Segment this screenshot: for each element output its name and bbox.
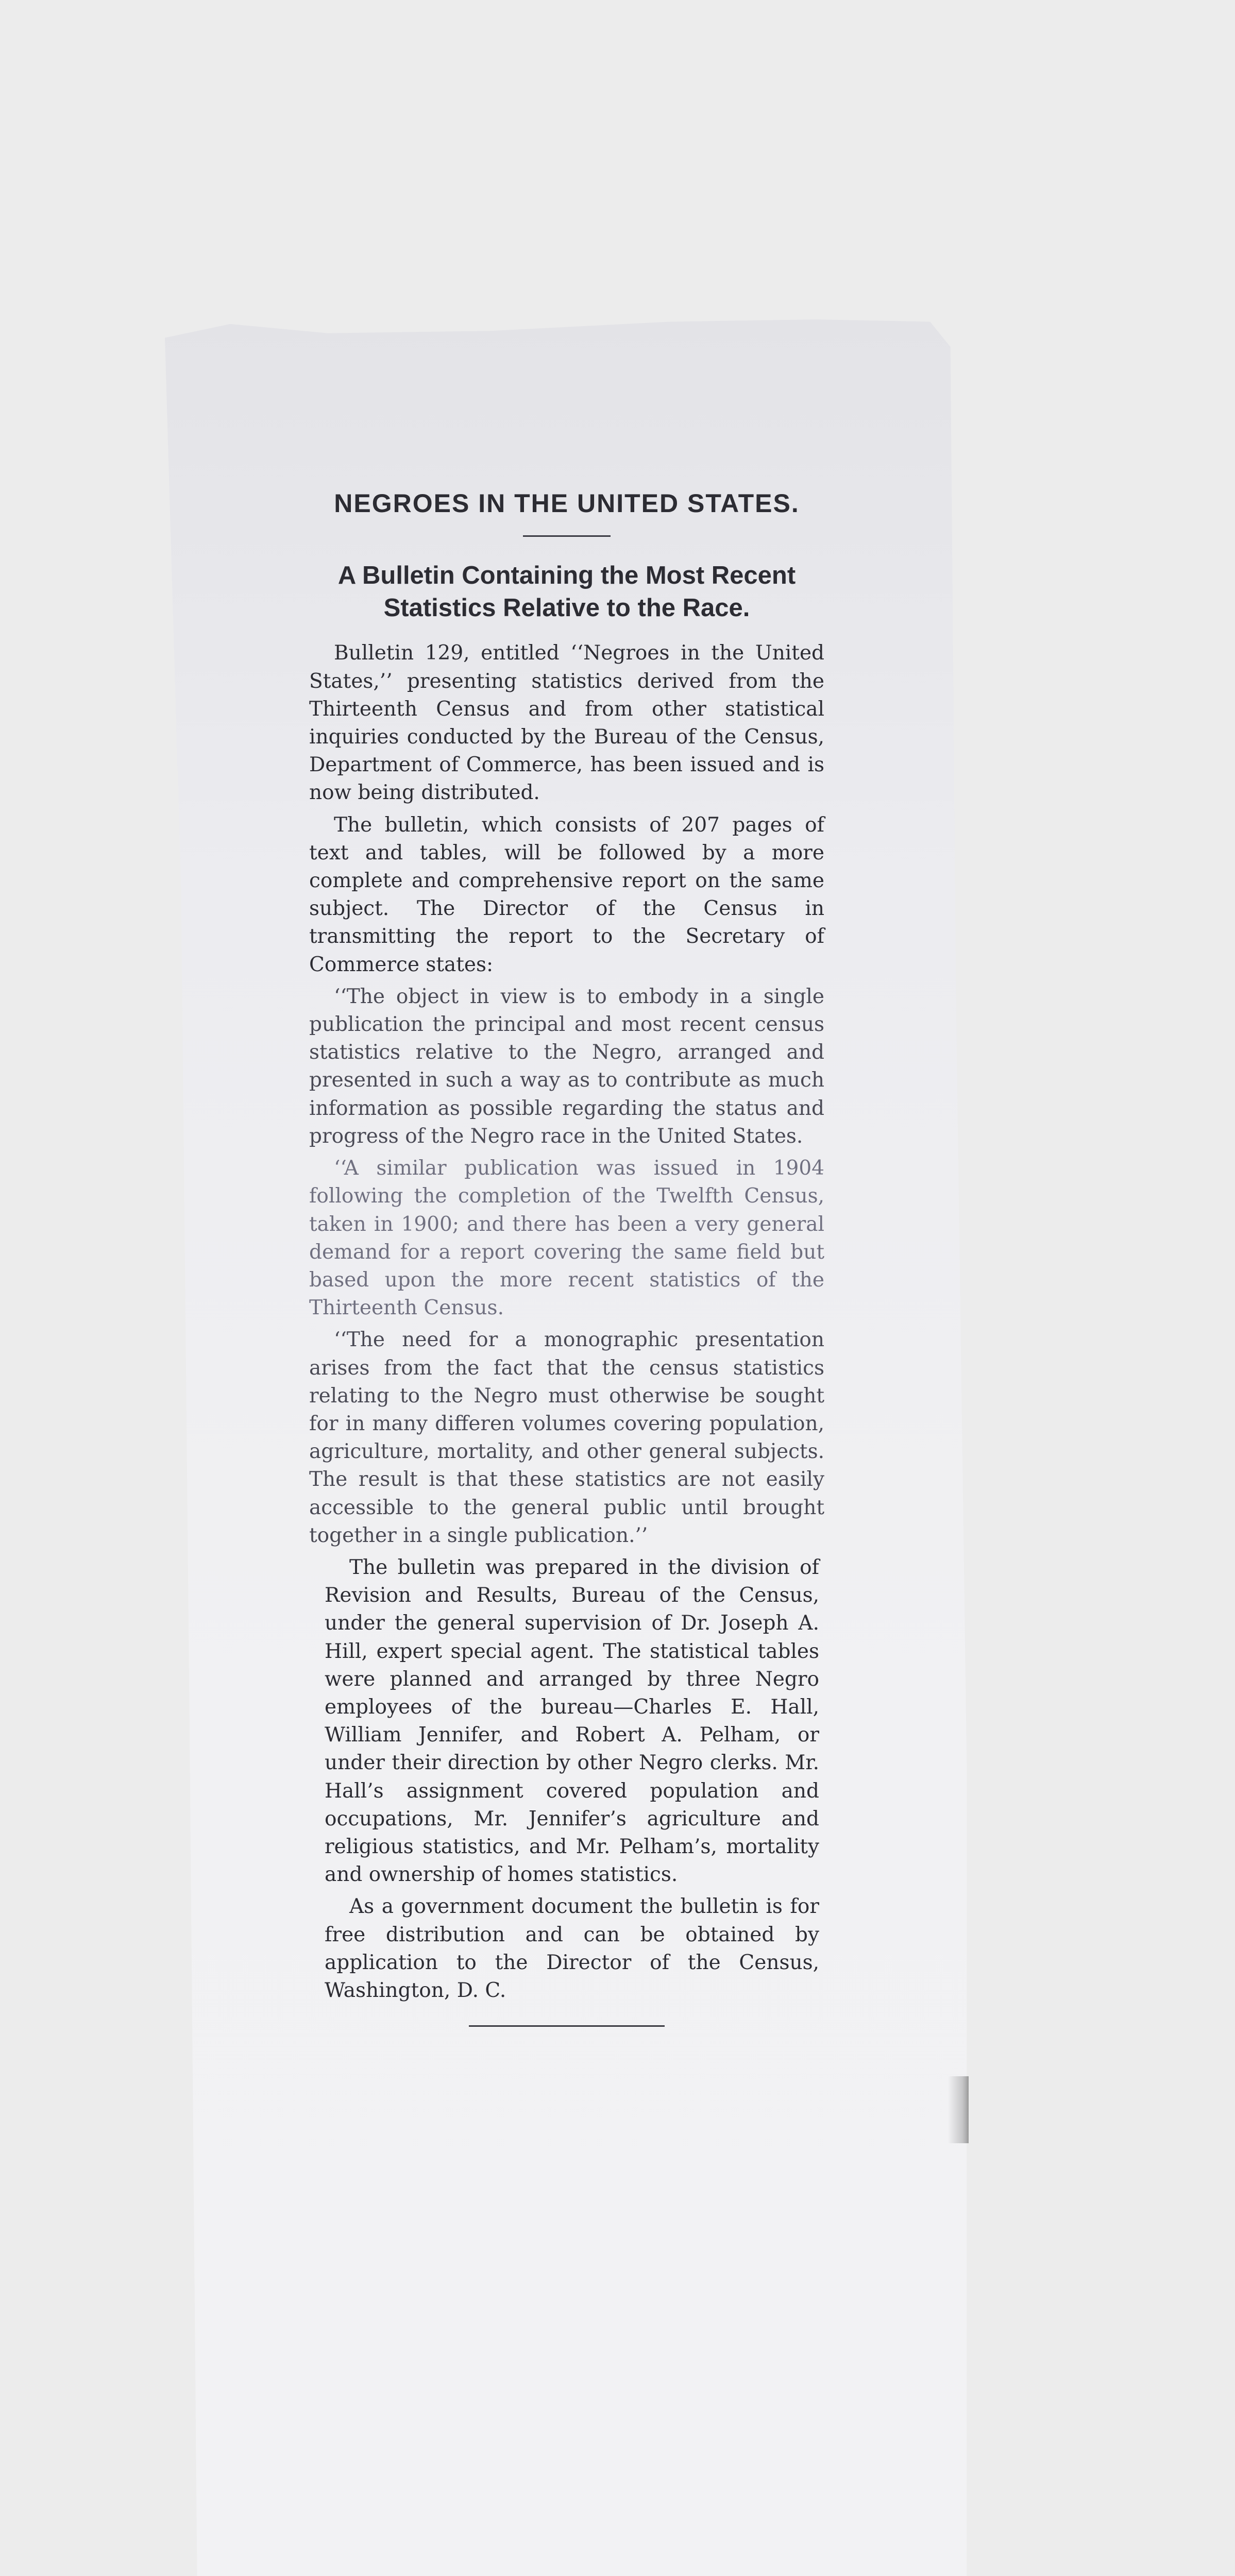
paragraph-4: ‘‘A similar publication was issued in 1904 following the completion of the Twelfth Census, taken in 1900; and there has been a very general demand for a report covering the same field but based upon the more recent statistics of the Thirteenth Census. — [309, 1157, 824, 1320]
article-subtitle: A Bulletin Containing the Most Recent Statistics Relative to the Race. — [337, 562, 796, 622]
paragraph-5: ‘‘The need for a monographic presentation arises from the fact that the census statistics relating to the Negro must otherwise be sought for in many differen volumes covering population, agriculture, mortality, and other general subjects. The result is that these statistics are not easily accessible to the general public until brought together in a single publication.’’ — [309, 1328, 824, 1547]
title-divider — [523, 535, 611, 537]
paragraph-7: As a government document the bulletin is for free distribution and can be obtained by application to the Director of the Census, Washington, D. C. — [325, 1895, 819, 2002]
fold-shadow — [948, 2076, 969, 2143]
paragraph-2: The bulletin, which consists of 207 pages of text and tables, will be followed by a more complete and comprehensive report on the same subject. The Director of the Census in transmitting the report to the Secretary of Commerce states: — [309, 813, 824, 976]
paragraph-6: The bulletin was prepared in the division of Revision and Results, Bureau of the Census, under the general supervision of Dr. Joseph A. Hill, expert special agent. The statistical tables were planned and arranged by three Negro employees of the bureau—Charles E. Hall, William Jennifer, and Robert A. Pelham, or under their direction by other Negro clerks. Mr. Hall’s assignment covered population and occupations, Mr. Jennifer’s agriculture and religious statistics, and Mr. Pelham’s, mortality and ownership of homes statistics. — [325, 1555, 819, 1887]
paragraph-1: Bulletin 129, entitled ‘‘Negroes in the United States,’’ presenting statistics derived from the Thirteenth Census and from other statistical inquiries conducted by the Bureau of the Census, Department of Commerce, has been issued and is now being distributed. — [309, 641, 824, 805]
end-divider — [469, 2025, 665, 2027]
article — [309, 489, 824, 2027]
paragraph-3: ‘‘The object in view is to embody in a single publication the principal and most recent census statistics relative to the Negro, arranged and presented in such a way as to contribute as much information as possible regarding the status and progress of the Negro race in the United States. — [309, 985, 824, 1148]
article-title: NEGROES IN THE UNITED STATES. — [334, 489, 800, 518]
